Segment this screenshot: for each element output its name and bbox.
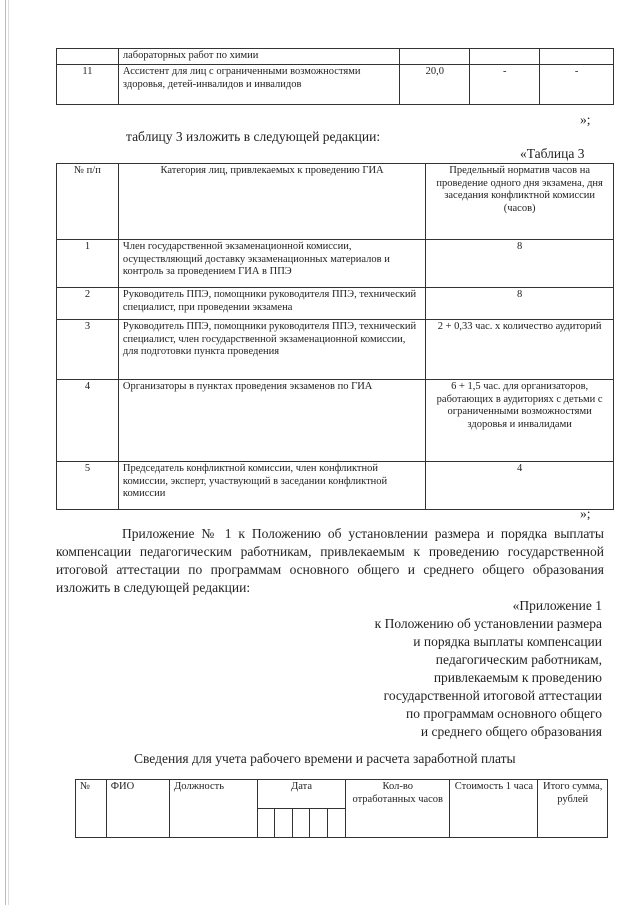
header-cost: Стоимость 1 часа: [450, 780, 538, 838]
appendix-line: государственной итоговой аттестации: [383, 688, 602, 703]
intro-text: таблицу 3 изложить в следующей редакции:: [126, 129, 381, 144]
row-norm: 2 + 0,33 час. х количество аудиторий: [426, 320, 614, 380]
appendix-line: и среднего общего образования: [420, 724, 602, 739]
row-number: 1: [57, 240, 119, 288]
header-hours: Кол-во отработанных часов: [346, 780, 450, 838]
scan-edge-line-2: [8, 0, 9, 905]
table-cell: [400, 49, 470, 65]
appendix-line: по программам основного общего: [406, 706, 602, 721]
header-position: Должность: [170, 780, 258, 838]
table-row: [57, 288, 614, 320]
table-row: [57, 65, 614, 105]
table-row: [57, 320, 614, 380]
row-norm: 8: [426, 240, 614, 288]
table-caption: «Таблица 3: [520, 146, 585, 161]
body-paragraph: Приложение № 1 к Положению об установлении размера и порядка выплаты компенсации педагогическим работникам, привлекаемым к проведению государственной итоговой аттестации по программам основного общего и среднего общего образования изложить в следующей редакции:: [56, 526, 604, 595]
row-category: Руководитель ППЭ, помощники руководителя ППЭ, технический специалист, член государственной экзаменационной комиссии, для подготовки пункта проведения: [118, 320, 425, 380]
previous-table: [56, 48, 614, 105]
date-cell: [292, 809, 309, 838]
appendix-line: «Приложение 1: [512, 598, 602, 613]
row-number: 4: [57, 380, 119, 462]
header-norm: Предельный норматив часов на проведение одного дня экзамена, дня заседания конфликтной комиссии (часов): [426, 164, 614, 240]
row-norm: 6 + 1,5 час. для организаторов, работающих в аудиториях с детьми с ограниченными возможностями здоровья и инвалидами: [426, 380, 614, 462]
date-cell: [310, 809, 327, 838]
date-cell: [327, 809, 345, 838]
row-value: 20,0: [400, 65, 470, 105]
row-norm: 8: [426, 288, 614, 320]
row-category: Организаторы в пунктах проведения экзаменов по ГИА: [118, 380, 425, 462]
closing-quote: »;: [580, 506, 591, 521]
date-cell: [258, 809, 275, 838]
row-value: -: [540, 65, 614, 105]
row-description: Ассистент для лиц с ограниченными возможностями здоровья, детей-инвалидов и инвалидов: [118, 65, 400, 105]
date-cell: [275, 809, 292, 838]
table-3: [56, 163, 614, 510]
info-table: [75, 779, 608, 838]
row-number: 11: [57, 65, 119, 105]
table-row: [57, 462, 614, 510]
appendix-line: привлекаемым к проведению: [433, 670, 602, 685]
appendix-header: [300, 597, 602, 741]
info-title: Сведения для учета рабочего времени и расчета заработной платы: [134, 751, 516, 766]
table-row: [57, 240, 614, 288]
row-number: 3: [57, 320, 119, 380]
table-row: [57, 49, 614, 65]
scan-edge-line: [5, 0, 6, 905]
header-total: Итого сумма, рублей: [538, 780, 608, 838]
table-row: [57, 380, 614, 462]
table-cell: [57, 49, 119, 65]
closing-quote: »;: [580, 112, 591, 127]
appendix-line: и порядка выплаты компенсации: [413, 634, 602, 649]
appendix-line: педагогическим работникам,: [435, 652, 602, 667]
appendix-line: к Положению об установлении размера: [374, 616, 602, 631]
header-category: Категория лиц, привлекаемых к проведению ГИА: [118, 164, 425, 240]
header-date: Дата: [258, 780, 346, 809]
table-cell: лабораторных работ по химии: [118, 49, 400, 65]
table-cell: [540, 49, 614, 65]
row-category: Председатель конфликтной комиссии, член конфликтной комиссии, эксперт, участвующий в заседании конфликтной комиссии: [118, 462, 425, 510]
table-cell: [470, 49, 540, 65]
row-number: 5: [57, 462, 119, 510]
table-header-row: [76, 780, 608, 809]
row-value: -: [470, 65, 540, 105]
row-category: Руководитель ППЭ, помощники руководителя ППЭ, технический специалист, при проведении экзамена: [118, 288, 425, 320]
table-header-row: [57, 164, 614, 240]
header-fio: ФИО: [106, 780, 169, 838]
header-num: №: [76, 780, 107, 838]
row-number: 2: [57, 288, 119, 320]
header-num: № п/п: [57, 164, 119, 240]
row-category: Член государственной экзаменационной комиссии, осуществляющий доставку экзаменационных материалов и контроль за проведением ГИА в ППЭ: [118, 240, 425, 288]
row-norm: 4: [426, 462, 614, 510]
